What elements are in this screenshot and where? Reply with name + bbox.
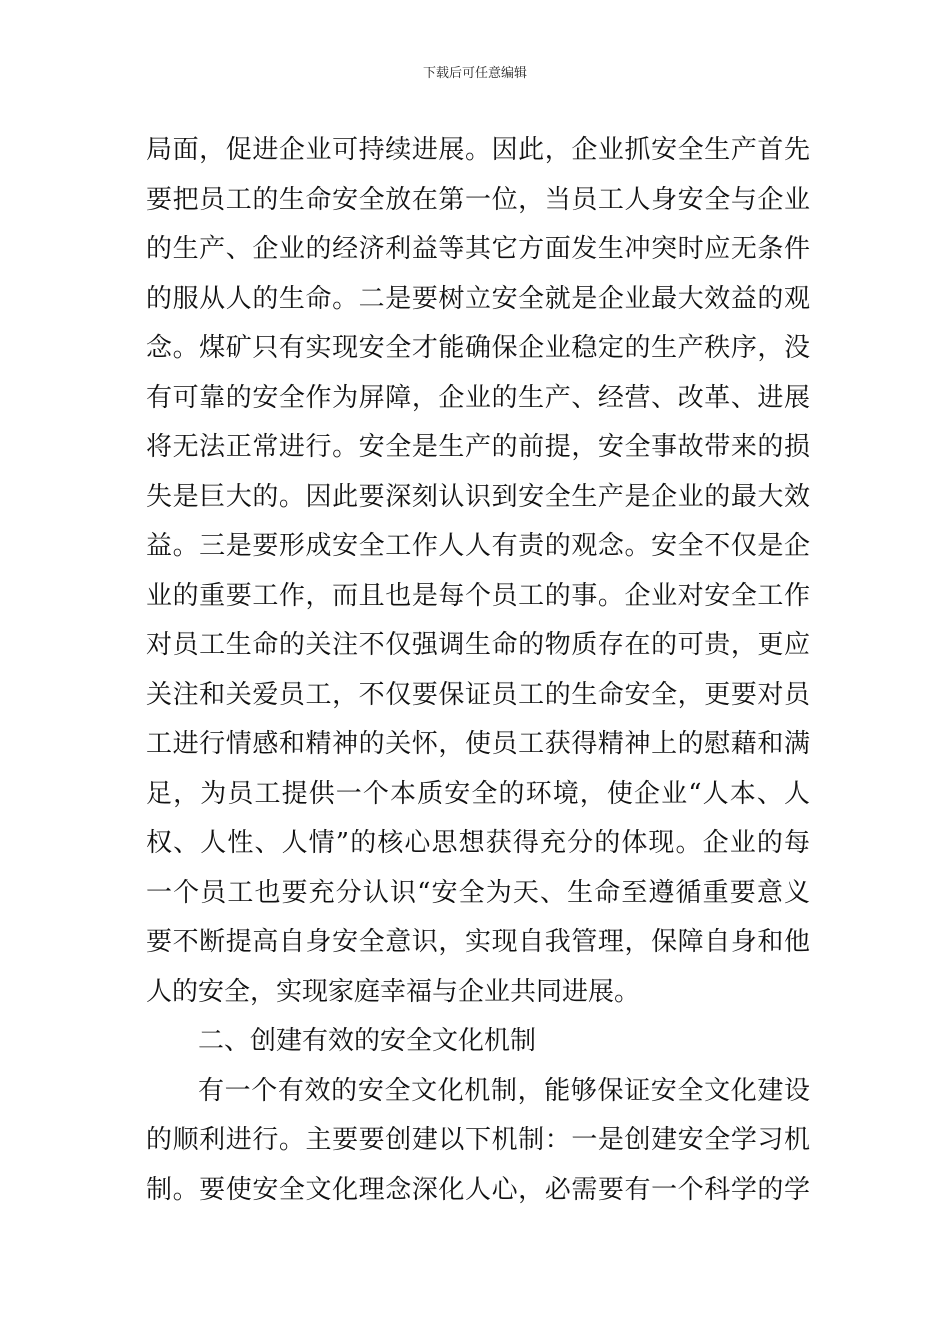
text-line: 念。煤矿只有实现安全才能确保企业稳定的生产秩序，没 <box>146 333 810 363</box>
page-header: 下载后可任意编辑 <box>422 66 527 81</box>
text-line: 人的安全，实现家庭幸福与企业共同进展。 <box>146 976 641 1007</box>
document-body <box>146 126 810 1215</box>
text-line: 关注和关爱员工，不仅要保证员工的生命安全，更要对员 <box>146 679 810 710</box>
text-line: 将无法正常进行。安全是生产的前提，安全事故带来的损 <box>146 432 810 462</box>
text-line: 制。要使安全文化理念深化人心，必需要有一个科学的学 <box>146 1174 810 1205</box>
text-line: 的服从人的生命。二是要树立安全就是企业最大效益的观 <box>146 283 810 314</box>
text-line: 要把员工的生命安全放在第一位，当员工人身安全与企业 <box>146 184 810 215</box>
text-line: 的生产、企业的经济利益等其它方面发生冲突时应无条件 <box>146 234 810 264</box>
text-line: 有可靠的安全作为屏障，企业的生产、经营、改革、进展 <box>146 382 810 413</box>
text-line: 二、创建有效的安全文化机制 <box>198 1026 537 1056</box>
text-line: 的顺利进行。主要要创建以下机制：一是创建安全学习机 <box>146 1125 810 1155</box>
text-line: 一个员工也要充分认识“安全为天、生命至遵循重要意义 <box>146 877 810 908</box>
text-line: 局面，促进企业可持续进展。因此，企业抓安全生产首先 <box>146 135 810 165</box>
text-line: 足，为员工提供一个本质安全的环境，使企业“人本、人 <box>146 778 810 809</box>
text-line: 要不断提高自身安全意识，实现自我管理，保障自身和他 <box>146 927 810 957</box>
text-line: 对员工生命的关注不仅强调生命的物质存在的可贵，更应 <box>146 630 810 660</box>
text-line: 失是巨大的。因此要深刻认识到安全生产是企业的最大效 <box>146 481 810 512</box>
text-line: 业的重要工作，而且也是每个员工的事。企业对安全工作 <box>146 580 810 611</box>
text-line: 有一个有效的安全文化机制，能够保证安全文化建设 <box>198 1075 810 1106</box>
text-line: 工进行情感和精神的关怀，使员工获得精神上的慰藉和满 <box>146 729 810 759</box>
text-line: 益。三是要形成安全工作人人有责的观念。安全不仅是企 <box>146 531 810 561</box>
text-line: 权、人性、人情”的核心思想获得充分的体现。企业的每 <box>146 828 810 858</box>
